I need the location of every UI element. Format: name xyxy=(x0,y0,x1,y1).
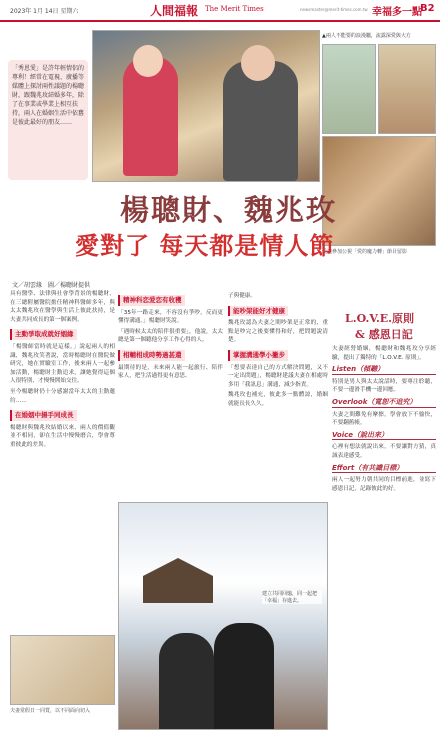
article-column-3 xyxy=(228,292,328,497)
love-title: L.O.V.E.原則 xyxy=(345,312,414,325)
main-photo xyxy=(92,30,320,182)
headline-names: 楊聰財、魏兆玫 xyxy=(120,193,338,227)
love-listen-heading: Listen（傾聽） xyxy=(332,365,436,375)
caption-bottom-left: 夫妻常假日一同賞，以不同面向切入 xyxy=(10,708,91,714)
love-subtitle: & 感恩日記 xyxy=(355,328,413,341)
newspaper-logo: 人間福報 xyxy=(150,4,199,18)
love-overlook-heading: Overlook（寬恕不追究） xyxy=(332,398,436,408)
love-effort-heading: Effort（有共識目標） xyxy=(332,464,436,474)
newspaper-email: newsmaster@merit-times.com.tw xyxy=(300,7,368,12)
love-voice-heading: Voice（說出來） xyxy=(332,431,436,441)
person-man-snow xyxy=(214,623,274,730)
person-man-head xyxy=(241,45,275,81)
paragraph: 子與健康。 xyxy=(228,293,256,299)
issue-date: 2023年 1月 14日 星期六 xyxy=(10,8,79,15)
love-column xyxy=(332,345,436,730)
paragraph: 心裡有想法就說出來，不要讓對方猜，真誠表達感受。 xyxy=(332,444,436,459)
subheading: 主動爭取成就好姻緣 xyxy=(10,329,77,340)
couple-photo-2 xyxy=(378,44,436,134)
paragraph: 夫妻經營婚姻，楊聰財和魏兆玫分享經驗，提出了獨特的「L.O.V.E. 原則」。 xyxy=(332,346,436,361)
subheading: 在婚姻中揚手同成長 xyxy=(10,410,77,421)
paragraph: 具有醫學、法律與社會學背景的楊聰財，在三總附屬醫院擔任精神科醫師多年，與太太魏兆玫在醫學與生活上彼此扶持，是夫妻共同成長的第一個案例。 xyxy=(10,291,115,323)
caption-right: 受邀參加公視「愛的魔力轉」節目留影 xyxy=(322,249,408,255)
byline: 文／胡雲緣 圖／楊聰財提供 xyxy=(12,282,91,289)
paragraph: 「遇時候太太的陪伴很重要」，他說，太太總是第一個聽他分享工作心得的人。 xyxy=(118,328,223,344)
article-column-1 xyxy=(10,290,115,630)
subheading: 相輔相成時勢過甚還 xyxy=(118,350,185,361)
paragraph: 夫妻之間難免有摩擦，學會放下不愉快，不要翻舊帳。 xyxy=(332,411,436,427)
person-woman-snow xyxy=(159,633,214,730)
person-woman-head xyxy=(133,45,163,77)
subheading: 精神科恋爱恋有收穫 xyxy=(118,295,185,306)
article-column-2 xyxy=(118,292,223,497)
snow-photo xyxy=(118,502,328,730)
newspaper-logo-en: The Merit Times xyxy=(205,5,264,13)
paragraph: 「想要表達自己的方式解決問題，又不一定出問題」，楊聰財建議夫妻在相處時多用「我訊息」溝通，減少指責。 xyxy=(228,364,328,388)
masthead xyxy=(0,0,440,22)
section-title: 幸福多一點 xyxy=(372,7,422,18)
paragraph: 至今楊聰財仍十分感謝當年太太的主動邀約…… xyxy=(10,388,115,404)
paragraph: 楊聰財與魏兆玫結婚以來，兩人的價值觀並不相同，卻在生活中慢慢磨合，學會尊重彼此的差異。 xyxy=(10,424,115,448)
paragraph: 「35年一路走來，不容沒有爭吵，反而更懂得溝通。」楊聰財笑說。 xyxy=(118,309,223,325)
caption-top-right: ▲兩人不能要的浪漫屬，流露深愛與大方 xyxy=(322,33,411,39)
caption-snow: 建立共同回憶，同一起把「幸福」存進去。 xyxy=(262,590,322,604)
couple-photo-bottom xyxy=(10,635,115,705)
paragraph: 兩人一起努力朝共同的目標前進，並寫下感恩日記，記錄彼此的好。 xyxy=(332,477,436,492)
paragraph: 特別是男人與太太說話時，要專注聆聽，不要一邊滑手機一邊回應。 xyxy=(332,378,436,394)
subheading: 掌握溝通學小撇步 xyxy=(228,350,288,361)
snow-house xyxy=(143,558,213,603)
paragraph: 魏兆玫認為夫妻之間吵架是正常的，重點是吵完之後要懂得和好，把問題說清楚。 xyxy=(228,320,328,344)
paragraph: 魏兆玫也補充，彼此多一點體諒，婚姻就能長長久久。 xyxy=(228,392,328,407)
tv-show-photo xyxy=(322,136,436,246)
page-number: B2 xyxy=(420,3,435,14)
paragraph: 最期待的是，未來兩人能一起旅行、陪伴家人，把生活過得更有意思。 xyxy=(118,364,223,380)
couple-photo-1 xyxy=(322,44,376,134)
intro-box: 「秀恩愛」是許年輕情侶的專利！經常在電視、廣播等媒體上探討兩性議題的楊聰財，跟魏兆玫結婚多年，除了在事業或學業上相互扶持，兩人在婚姻生活中依舊是彼此最好的朋友…… xyxy=(8,60,88,180)
subheading: 能吵架能好才健康 xyxy=(228,306,288,317)
paragraph: 「楊醫師當時就是這樣。」說起兩人的相識，魏兆玫笑著說，當時楊聰財在醫院做研究，她在實驗室工作，後來兩人一起參加活動，楊聰財主動追求，讓她覺得這個人很特別，才慢慢開始交往。 xyxy=(10,343,115,385)
headline-tagline: 愛對了 每天都是情人節 xyxy=(75,231,335,260)
